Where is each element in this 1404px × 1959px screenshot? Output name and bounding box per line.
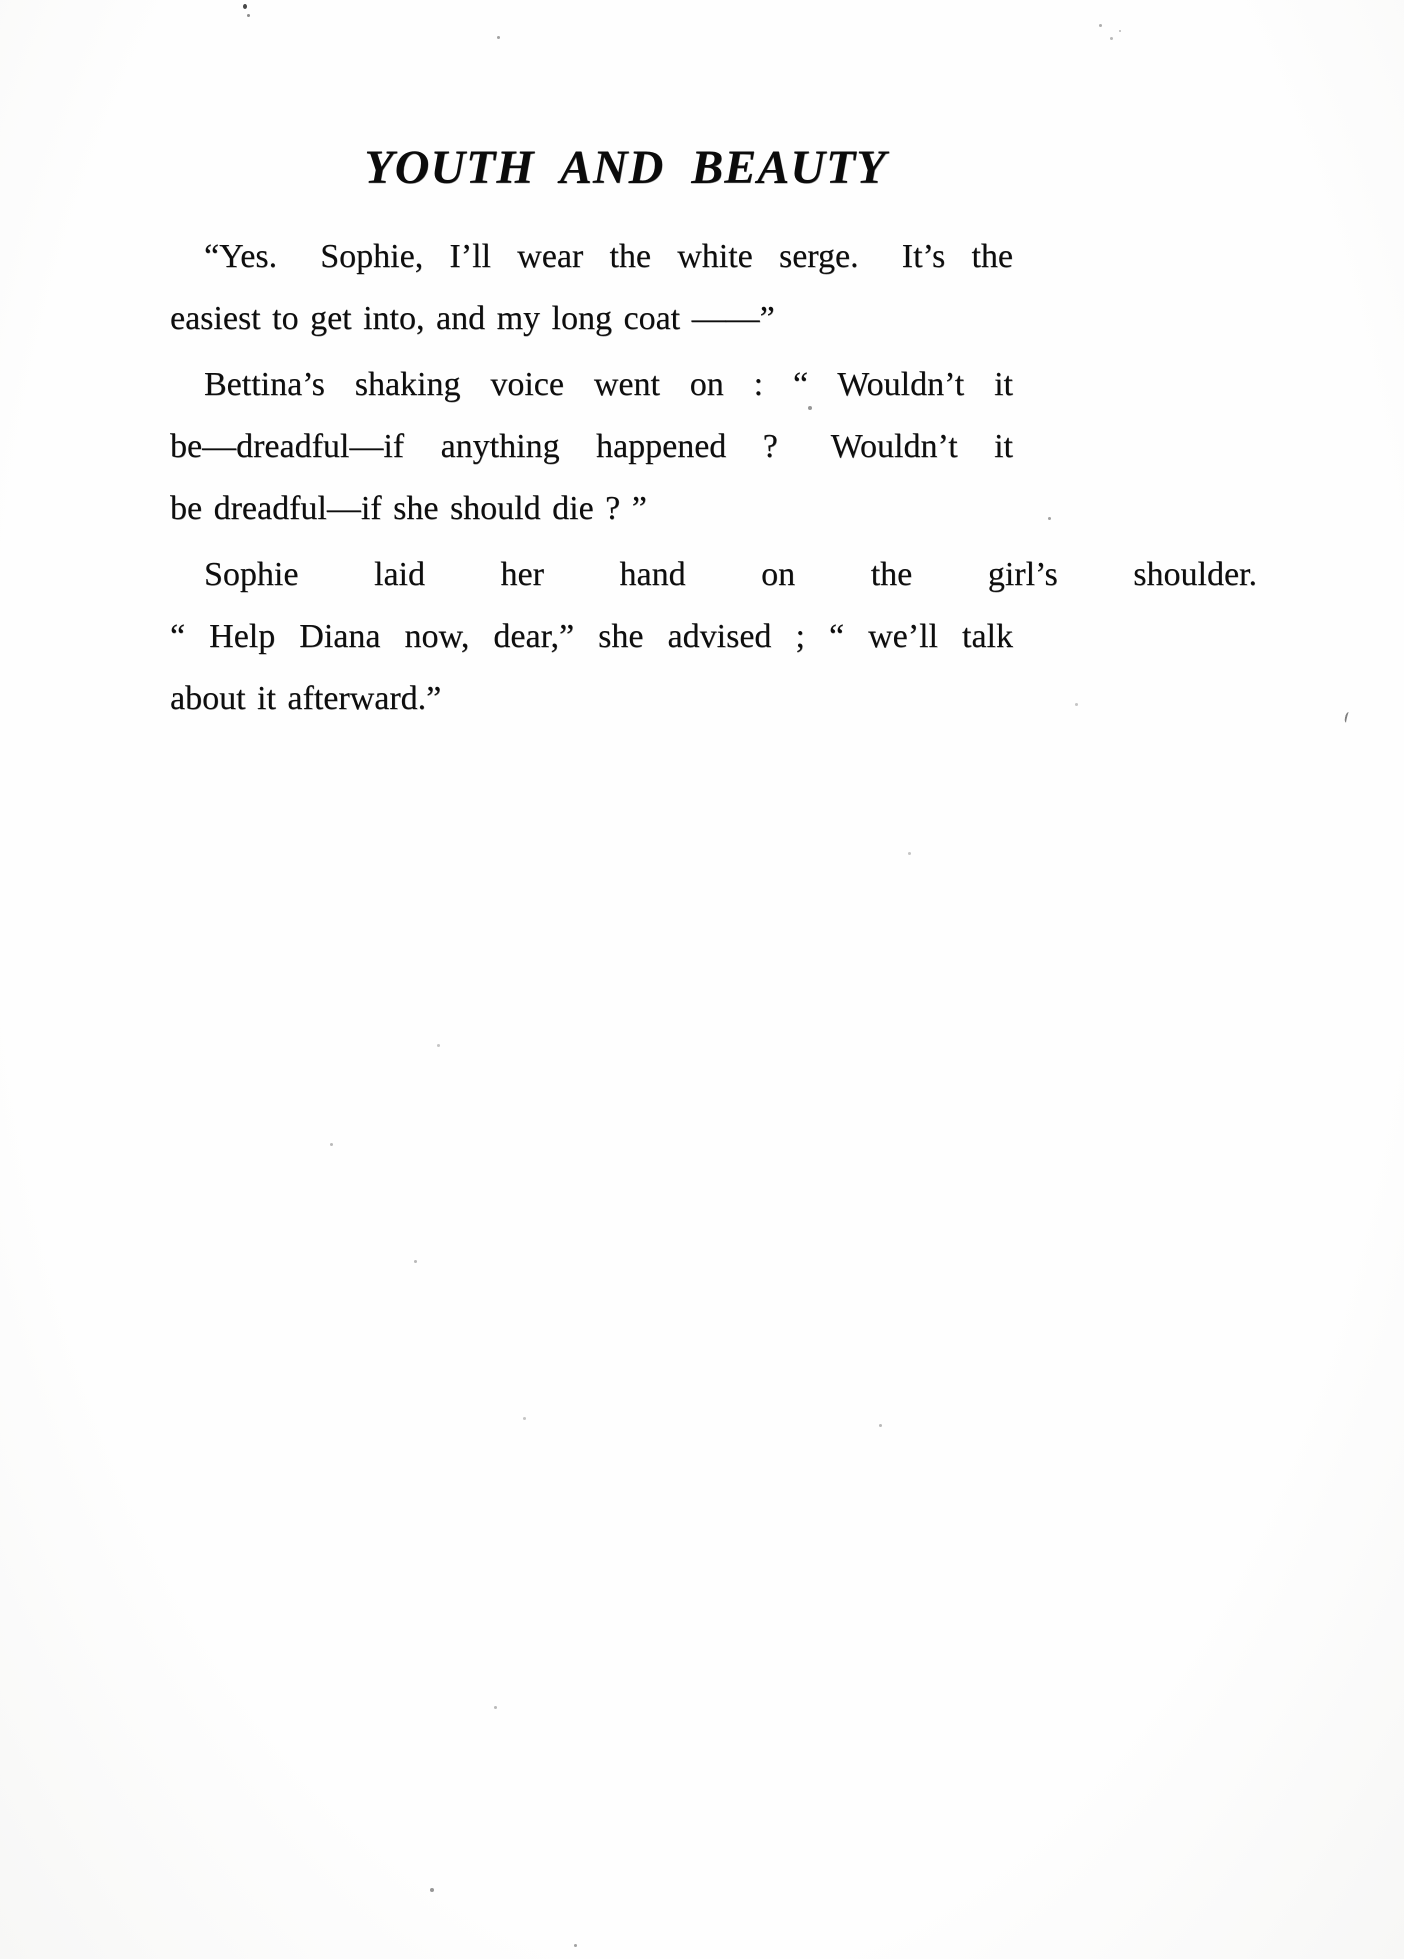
text-line: Bettina’s shaking voice went on : “ Wouldn’t it xyxy=(204,366,1013,403)
scan-speck xyxy=(437,1044,440,1047)
text-line: “Yes. Sophie, I’ll wear the white serge. It’s the xyxy=(204,238,1013,275)
scan-speck xyxy=(808,406,812,410)
page-title: YOUTH AND BEAUTY xyxy=(364,141,887,194)
scan-speck xyxy=(414,1260,417,1263)
scan-speck xyxy=(879,1424,882,1427)
scan-speck xyxy=(1075,703,1078,706)
paragraph xyxy=(170,226,1013,350)
scan-speck xyxy=(1110,37,1113,40)
scan-speck xyxy=(1099,24,1102,27)
scan-speck xyxy=(497,36,500,39)
text-line: Sophie laid her hand on the girl’s shoulder. xyxy=(204,556,1257,593)
scan-speck xyxy=(523,1417,526,1420)
scan-speck xyxy=(430,1888,434,1892)
paragraph xyxy=(170,354,1013,540)
scan-speck xyxy=(908,852,911,855)
scan-speck xyxy=(574,1944,577,1947)
text-line: be dreadful—if she should die ? ” xyxy=(170,490,647,527)
scan-speck xyxy=(243,4,247,9)
scan-speck xyxy=(494,1706,497,1709)
scan-tick-mark xyxy=(1344,712,1352,724)
scan-speck xyxy=(1048,517,1051,520)
scan-speck xyxy=(330,1143,333,1146)
text-line: easiest to get into, and my long coat ——” xyxy=(170,300,775,337)
text-line: be—dreadful—if anything happened ? Wouldn’t it xyxy=(170,428,1013,465)
paragraph xyxy=(170,544,1257,730)
text-line: about it afterward.” xyxy=(170,680,442,717)
text-line: “ Help Diana now, dear,” she advised ; “ we’ll talk xyxy=(170,618,1013,655)
scan-speck xyxy=(1119,30,1121,32)
body-text xyxy=(170,226,1257,730)
scan-speck xyxy=(247,14,250,17)
